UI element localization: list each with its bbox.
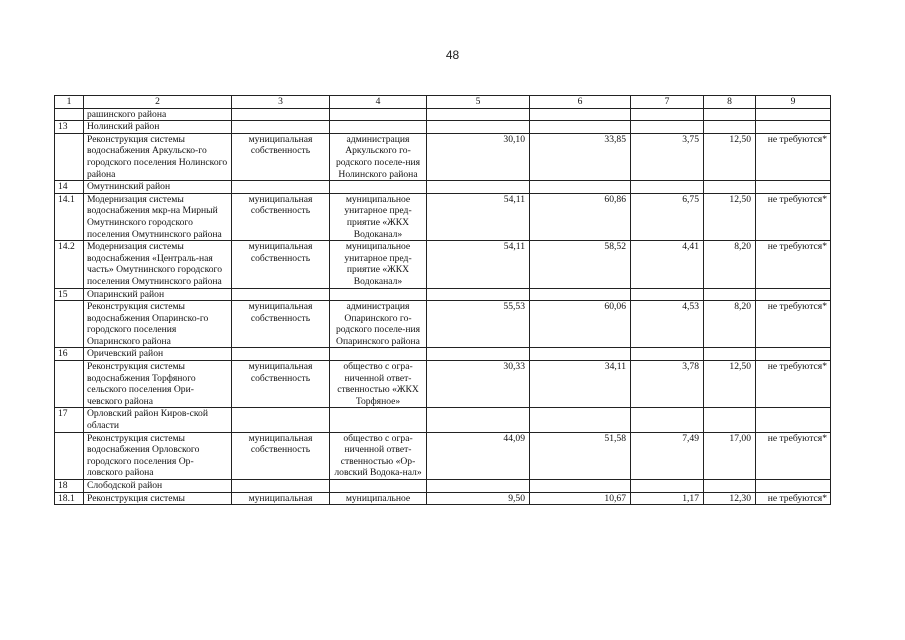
value-col8-cell: 12,30 (704, 492, 756, 505)
object-name-cell: Реконструкция системы водоснабжения Аркульско-го городского поселения Нолинского района (84, 133, 232, 180)
row-number-cell (55, 361, 84, 408)
value-col6-cell (530, 181, 631, 194)
value-col6-cell: 34,11 (530, 361, 631, 408)
district-row (55, 408, 831, 432)
object-name-cell: рашинского района (84, 108, 232, 121)
table-row (55, 241, 831, 288)
operator-cell: муниципальное (330, 492, 427, 505)
ownership-cell: муниципальная собственность (232, 241, 330, 288)
value-col5-cell: 54,11 (427, 193, 530, 240)
object-name-cell: Модернизация системы водоснабжения «Централь-ная часть» Омутнинского городского поселения Омутнинского района (84, 241, 232, 288)
operator-cell (330, 181, 427, 194)
requirement-cell (756, 181, 831, 194)
object-name-cell: Реконструкция системы (84, 492, 232, 505)
value-col5-cell (427, 288, 530, 301)
row-number-cell: 14.1 (55, 193, 84, 240)
data-table (54, 95, 831, 505)
value-col7-cell: 3,75 (631, 133, 704, 180)
value-col7-cell (631, 181, 704, 194)
value-col8-cell: 12,50 (704, 193, 756, 240)
operator-cell (330, 108, 427, 121)
value-col8-cell: 12,50 (704, 133, 756, 180)
table-row (55, 432, 831, 479)
value-col8-cell: 17,00 (704, 432, 756, 479)
value-col7-cell: 4,53 (631, 301, 704, 348)
object-name-cell: Слободской район (84, 480, 232, 493)
object-name-cell: Опаринский район (84, 288, 232, 301)
value-col7-cell: 3,78 (631, 361, 704, 408)
value-col6-cell (530, 408, 631, 432)
page-number: 48 (445, 48, 460, 62)
object-name-cell: Реконструкция системы водоснабжения Опаринско-го городского поселения Опаринского района (84, 301, 232, 348)
value-col7-cell (631, 348, 704, 361)
row-number-cell (55, 108, 84, 121)
column-header: 5 (427, 96, 530, 109)
value-col7-cell (631, 408, 704, 432)
ownership-cell: муниципальная собственность (232, 133, 330, 180)
value-col8-cell (704, 480, 756, 493)
row-number-cell: 14.2 (55, 241, 84, 288)
ownership-cell (232, 480, 330, 493)
operator-cell: муниципальное унитарное пред-приятие «ЖКХ Водоканал» (330, 193, 427, 240)
operator-cell: муниципальное унитарное пред-приятие «ЖКХ Водоканал» (330, 241, 427, 288)
row-number-cell: 18.1 (55, 492, 84, 505)
district-row (55, 288, 831, 301)
operator-cell (330, 480, 427, 493)
row-number-cell: 14 (55, 181, 84, 194)
requirement-cell (756, 408, 831, 432)
row-number-cell (55, 432, 84, 479)
object-name-cell: Оричевский район (84, 348, 232, 361)
table-row (55, 301, 831, 348)
requirement-cell (756, 348, 831, 361)
row-number-cell: 18 (55, 480, 84, 493)
value-col8-cell (704, 108, 756, 121)
value-col5-cell (427, 181, 530, 194)
requirement-cell: не требуются* (756, 193, 831, 240)
row-number-cell: 15 (55, 288, 84, 301)
operator-cell (330, 121, 427, 134)
value-col8-cell (704, 121, 756, 134)
column-header: 2 (84, 96, 232, 109)
table-row (55, 492, 831, 505)
requirement-cell (756, 108, 831, 121)
object-name-cell: Модернизация системы водоснабжения мкр-на Мирный Омутнинского городского поселения Омутнинского района (84, 193, 232, 240)
value-col5-cell: 55,53 (427, 301, 530, 348)
value-col8-cell: 8,20 (704, 241, 756, 288)
value-col7-cell (631, 121, 704, 134)
operator-cell (330, 288, 427, 301)
operator-cell: администрация Опаринского го-родского поселе-ния Опаринского района (330, 301, 427, 348)
value-col5-cell: 54,11 (427, 241, 530, 288)
operator-cell (330, 348, 427, 361)
ownership-cell: муниципальная собственность (232, 361, 330, 408)
value-col7-cell: 6,75 (631, 193, 704, 240)
ownership-cell (232, 348, 330, 361)
value-col8-cell (704, 181, 756, 194)
value-col5-cell: 9,50 (427, 492, 530, 505)
value-col7-cell (631, 288, 704, 301)
row-number-cell: 16 (55, 348, 84, 361)
requirement-cell (756, 480, 831, 493)
district-row (55, 181, 831, 194)
requirement-cell: не требуются* (756, 241, 831, 288)
value-col6-cell (530, 480, 631, 493)
value-col7-cell: 4,41 (631, 241, 704, 288)
requirement-cell: не требуются* (756, 361, 831, 408)
table-row (55, 193, 831, 240)
district-row (55, 121, 831, 134)
value-col8-cell (704, 408, 756, 432)
column-header: 7 (631, 96, 704, 109)
value-col7-cell: 7,49 (631, 432, 704, 479)
requirement-cell: не требуются* (756, 301, 831, 348)
district-row (55, 480, 831, 493)
value-col6-cell (530, 121, 631, 134)
value-col5-cell: 44,09 (427, 432, 530, 479)
ownership-cell: муниципальная (232, 492, 330, 505)
value-col6-cell: 10,67 (530, 492, 631, 505)
row-number-cell (55, 301, 84, 348)
ownership-cell (232, 181, 330, 194)
object-name-cell: Орловский район Киров-ской области (84, 408, 232, 432)
requirement-cell (756, 288, 831, 301)
value-col6-cell: 51,58 (530, 432, 631, 479)
value-col5-cell (427, 480, 530, 493)
ownership-cell: муниципальная собственность (232, 432, 330, 479)
value-col8-cell: 8,20 (704, 301, 756, 348)
row-number-cell (55, 133, 84, 180)
column-header: 6 (530, 96, 631, 109)
requirement-cell: не требуются* (756, 133, 831, 180)
ownership-cell (232, 288, 330, 301)
value-col5-cell: 30,33 (427, 361, 530, 408)
ownership-cell (232, 408, 330, 432)
operator-cell: общество с огра-ниченной ответ-ственностью «ЖКХ Торфяное» (330, 361, 427, 408)
ownership-cell (232, 108, 330, 121)
value-col5-cell (427, 408, 530, 432)
row-number-cell: 17 (55, 408, 84, 432)
object-name-cell: Реконструкция системы водоснабжения Орловского городского поселения Ор-ловского района (84, 432, 232, 479)
value-col8-cell: 12,50 (704, 361, 756, 408)
column-header: 3 (232, 96, 330, 109)
operator-cell (330, 408, 427, 432)
ownership-cell: муниципальная собственность (232, 301, 330, 348)
value-col8-cell (704, 348, 756, 361)
row-number-cell: 13 (55, 121, 84, 134)
value-col7-cell: 1,17 (631, 492, 704, 505)
value-col5-cell (427, 121, 530, 134)
column-header: 8 (704, 96, 756, 109)
table-row (55, 361, 831, 408)
column-header: 4 (330, 96, 427, 109)
column-header: 1 (55, 96, 84, 109)
table-row (55, 133, 831, 180)
object-name-cell: Реконструкция системы водоснабжения Торфяного сельского поселения Ори-чевского района (84, 361, 232, 408)
value-col7-cell (631, 108, 704, 121)
value-col6-cell (530, 288, 631, 301)
value-col6-cell: 60,86 (530, 193, 631, 240)
requirement-cell: не требуются* (756, 492, 831, 505)
value-col6-cell: 33,85 (530, 133, 631, 180)
requirement-cell: не требуются* (756, 432, 831, 479)
district-row (55, 348, 831, 361)
value-col6-cell (530, 348, 631, 361)
operator-cell: общество с огра-ниченной ответ-ственностью «Ор-ловский Водока-нал» (330, 432, 427, 479)
ownership-cell: муниципальная собственность (232, 193, 330, 240)
value-col5-cell (427, 108, 530, 121)
requirement-cell (756, 121, 831, 134)
value-col5-cell: 30,10 (427, 133, 530, 180)
ownership-cell (232, 121, 330, 134)
value-col5-cell (427, 348, 530, 361)
value-col6-cell: 58,52 (530, 241, 631, 288)
value-col7-cell (631, 480, 704, 493)
value-col6-cell: 60,06 (530, 301, 631, 348)
object-name-cell: Нолинский район (84, 121, 232, 134)
value-col6-cell (530, 108, 631, 121)
district-row (55, 108, 831, 121)
table-header-row (55, 96, 831, 109)
object-name-cell: Омутнинский район (84, 181, 232, 194)
operator-cell: администрация Аркульского го-родского поселе-ния Нолинского района (330, 133, 427, 180)
column-header: 9 (756, 96, 831, 109)
value-col8-cell (704, 288, 756, 301)
